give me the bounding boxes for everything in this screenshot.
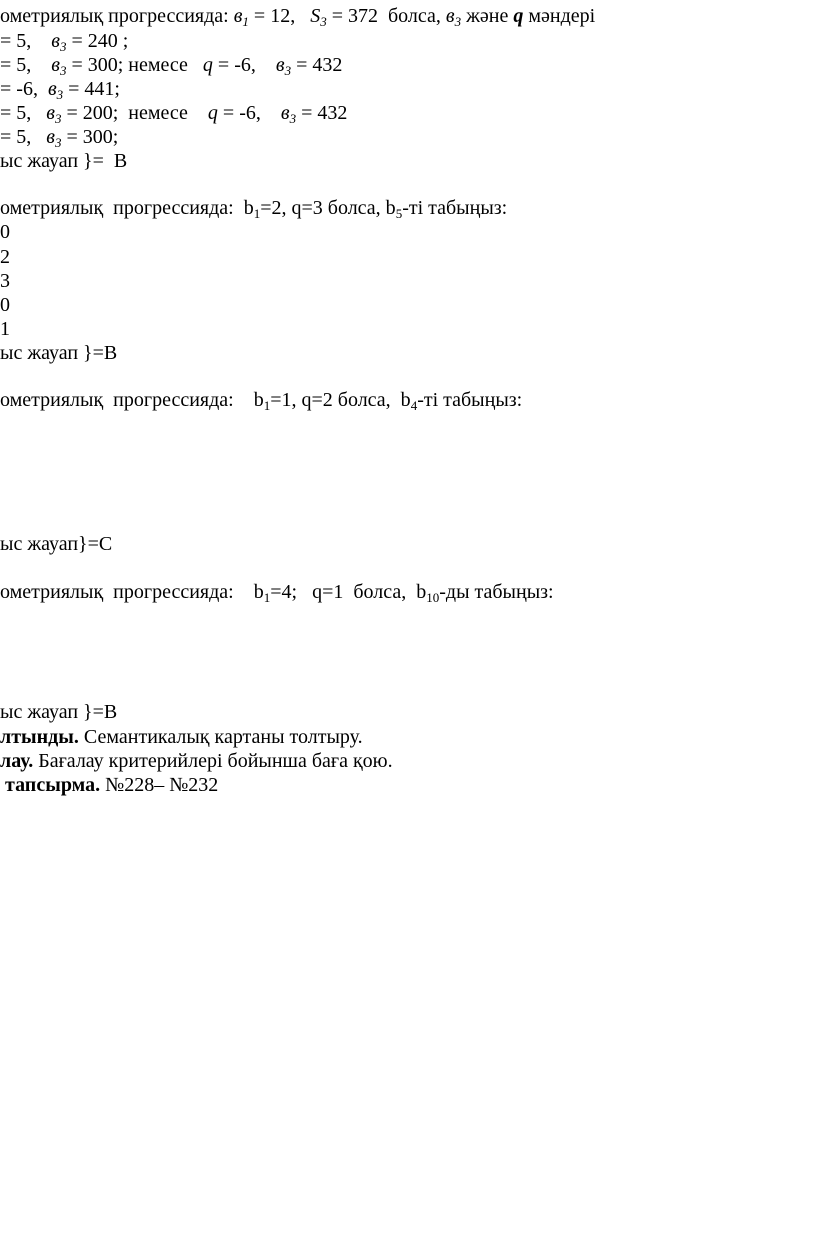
assessment-line: лау. Бағалау критерийлері бойынша баға қою.	[0, 750, 393, 772]
q1-option-c: = -6, $в_3 = 441$;	[0, 78, 120, 102]
q2-answer: ыс жауап }=В	[0, 342, 118, 364]
q4-stem: ометриялық прогрессияда: $b_1=4$; q=1 болса, $b_{10}-ды$ табыңыз:	[0, 581, 554, 605]
q1-option-a: = 5, $в_3 = 240$ ;	[0, 30, 129, 54]
q2-option-e: 1	[0, 318, 10, 340]
q1-answer: ыс жауап }= В	[0, 150, 128, 172]
q2-option-a: 0	[0, 221, 10, 243]
q2-option-c: 3	[0, 270, 10, 292]
q1-option-b: = 5, $в_3 = 300$; немесе q = -6, $в_3 = 432$	[0, 54, 343, 78]
q1-stem: ометриялық прогрессияда: $в_1 = 12$, $S_3 = 372$ болса, $в_3$ және q мәндері	[0, 5, 596, 29]
q3-stem: ометриялық прогрессияда: $b_1=1$, q=2 болса, $b_4-ті$ табыңыз:	[0, 389, 523, 413]
q2-stem: ометриялық прогрессияда: $b_1=2$, q=3 болса, $b_5-ті$ табыңыз:	[0, 197, 508, 221]
q2-option-d: 0	[0, 294, 10, 316]
q1-option-d: = 5, $в_3 = 200$; немесе q = -6, $в_3 = 432$	[0, 102, 348, 126]
q4-answer: ыс жауап }=В	[0, 701, 118, 723]
homework-line: тапсырма. №228– №232	[0, 774, 219, 796]
q2-option-b: 2	[0, 246, 10, 268]
conclusion-line: лтынды. Семантикалық картаны толтыру.	[0, 726, 363, 748]
q3-answer: ыс жауап}=С	[0, 533, 113, 555]
q1-option-e: = 5, $в_3 = 300$;	[0, 126, 119, 150]
